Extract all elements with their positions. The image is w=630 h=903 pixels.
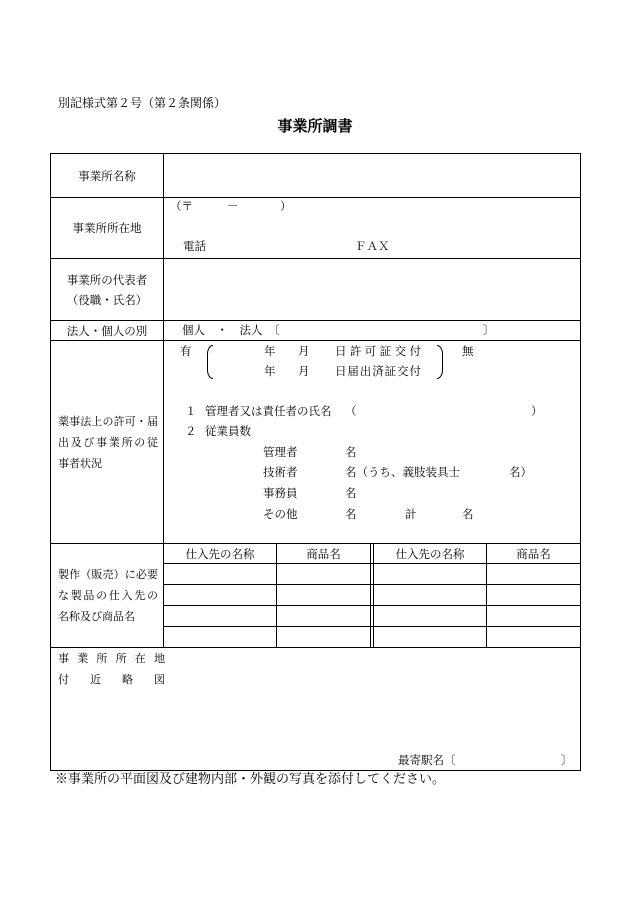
none-option: 無	[462, 344, 474, 358]
supplier-table-row	[164, 627, 580, 647]
product-name-cell	[277, 585, 371, 605]
supplier-name-cell	[164, 564, 277, 584]
pharma-status-label-line: 薬事法上の許可・届	[58, 414, 158, 428]
entity-type-close-bracket: 〕	[483, 323, 495, 337]
fax-label: ＦＡＸ	[355, 239, 390, 253]
row-business-name	[51, 154, 580, 197]
supplier-name-cell	[373, 627, 487, 647]
business-address-field	[164, 198, 580, 258]
supplier-name-cell	[164, 627, 277, 647]
business-survey-table	[50, 153, 581, 771]
permit-year: 年	[264, 344, 276, 358]
supplier-table-row	[164, 585, 580, 606]
product-name-header: 商品名	[516, 546, 551, 561]
postal-code-dash: －	[227, 199, 239, 213]
suppliers-label-line: 名称及び商品名	[58, 610, 135, 623]
product-name-cell	[277, 564, 371, 584]
supplier-name-header: 仕入先の名称	[373, 544, 487, 563]
location-map-label-line: 付近略図	[58, 673, 165, 686]
nearest-station-label: 最寄駅名〔	[398, 753, 456, 767]
staff-unit: 名	[345, 486, 357, 500]
representative-label	[51, 259, 164, 320]
manager-name-open-paren: （	[345, 404, 357, 418]
representative-label-line: 事業所の代表者	[66, 272, 148, 287]
notice-issued-text: 日届出済証交付	[335, 364, 421, 378]
form-reference: 別記様式第２号（第２条関係）	[58, 96, 227, 110]
suppliers-label	[51, 544, 164, 647]
supplier-table-row	[164, 606, 580, 627]
pharma-status-label-line: 出及び事業所の従	[58, 435, 158, 449]
supplier-table	[164, 544, 580, 647]
suppliers-label-line: 製作（販売）に必要	[58, 568, 158, 581]
item-number: １	[185, 404, 197, 418]
postal-code-close: ）	[280, 199, 292, 213]
location-map-label	[58, 648, 165, 690]
staff-total-label: 計	[405, 507, 417, 521]
location-map-label-line: 事業所所在地	[58, 652, 165, 665]
pharma-status-label-line: 事者状況	[58, 456, 102, 470]
employee-count-label: 従業員数	[205, 424, 251, 438]
notice-month: 月	[298, 364, 310, 378]
product-name-cell	[277, 627, 371, 647]
pharma-status-label	[51, 341, 164, 543]
row-suppliers	[51, 543, 580, 647]
left-brace-icon	[207, 345, 213, 379]
product-name-cell	[487, 606, 580, 626]
product-name-cell	[487, 627, 580, 647]
representative-label-line: （役職・氏名）	[66, 292, 148, 307]
staff-role-clerk: 事務員	[263, 486, 298, 500]
row-location-map	[51, 647, 580, 770]
attachment-note: ※事業所の平面図及び建物内部・外観の写真を添付してください。	[55, 772, 446, 787]
staff-role-other: その他	[263, 507, 298, 521]
business-address-label: 事業所所在地	[51, 198, 164, 258]
prosthetist-unit: 名）	[509, 465, 532, 479]
manager-name-label: 管理者又は責任者の氏名	[205, 404, 332, 418]
item-number: ２	[185, 424, 197, 438]
phone-label: 電話	[183, 239, 206, 253]
suppliers-field	[164, 544, 580, 647]
pharma-status-field	[164, 341, 580, 543]
entity-type-options: 個人 ・ 法人 〔	[182, 323, 280, 337]
supplier-name-cell	[164, 585, 277, 605]
product-name-cell	[277, 606, 371, 626]
supplier-table-header	[164, 544, 580, 564]
supplier-name-cell	[373, 585, 487, 605]
staff-role-technician: 技術者	[263, 465, 298, 479]
form-title: 事業所調書	[277, 117, 353, 135]
business-name-label: 事業所名称	[51, 154, 164, 197]
row-business-address	[51, 197, 580, 258]
postal-code-open: （〒	[170, 199, 193, 213]
permit-issued-text: 日許可証交付	[335, 344, 421, 358]
entity-type-field	[164, 321, 580, 340]
notice-year: 年	[264, 364, 276, 378]
product-name-cell	[487, 564, 580, 584]
suppliers-label-line: な製品の仕入先の	[58, 589, 158, 602]
staff-unit: 名	[345, 445, 357, 459]
row-representative	[51, 258, 580, 320]
staff-total-unit: 名	[462, 507, 474, 521]
row-entity-type	[51, 320, 580, 340]
row-pharma-status	[51, 340, 580, 543]
permit-month: 月	[298, 344, 310, 358]
product-name-header: 商品名	[277, 544, 371, 563]
supplier-name-cell	[373, 606, 487, 626]
supplier-name-cell	[164, 606, 277, 626]
staff-unit: 名（うち、義肢装具士	[345, 465, 460, 479]
has-option: 有	[180, 344, 192, 358]
nearest-station-close-bracket: 〕	[561, 753, 573, 767]
product-name-cell	[487, 585, 580, 605]
supplier-name-cell	[373, 564, 487, 584]
representative-field	[164, 259, 580, 320]
supplier-table-row	[164, 564, 580, 585]
staff-role-manager: 管理者	[263, 445, 298, 459]
manager-name-close-paren: ）	[531, 404, 543, 418]
business-name-field	[164, 154, 580, 197]
supplier-name-header: 仕入先の名称	[164, 544, 277, 563]
right-brace-icon	[437, 345, 443, 379]
staff-unit: 名	[345, 507, 357, 521]
entity-type-label: 法人・個人の別	[51, 321, 164, 340]
